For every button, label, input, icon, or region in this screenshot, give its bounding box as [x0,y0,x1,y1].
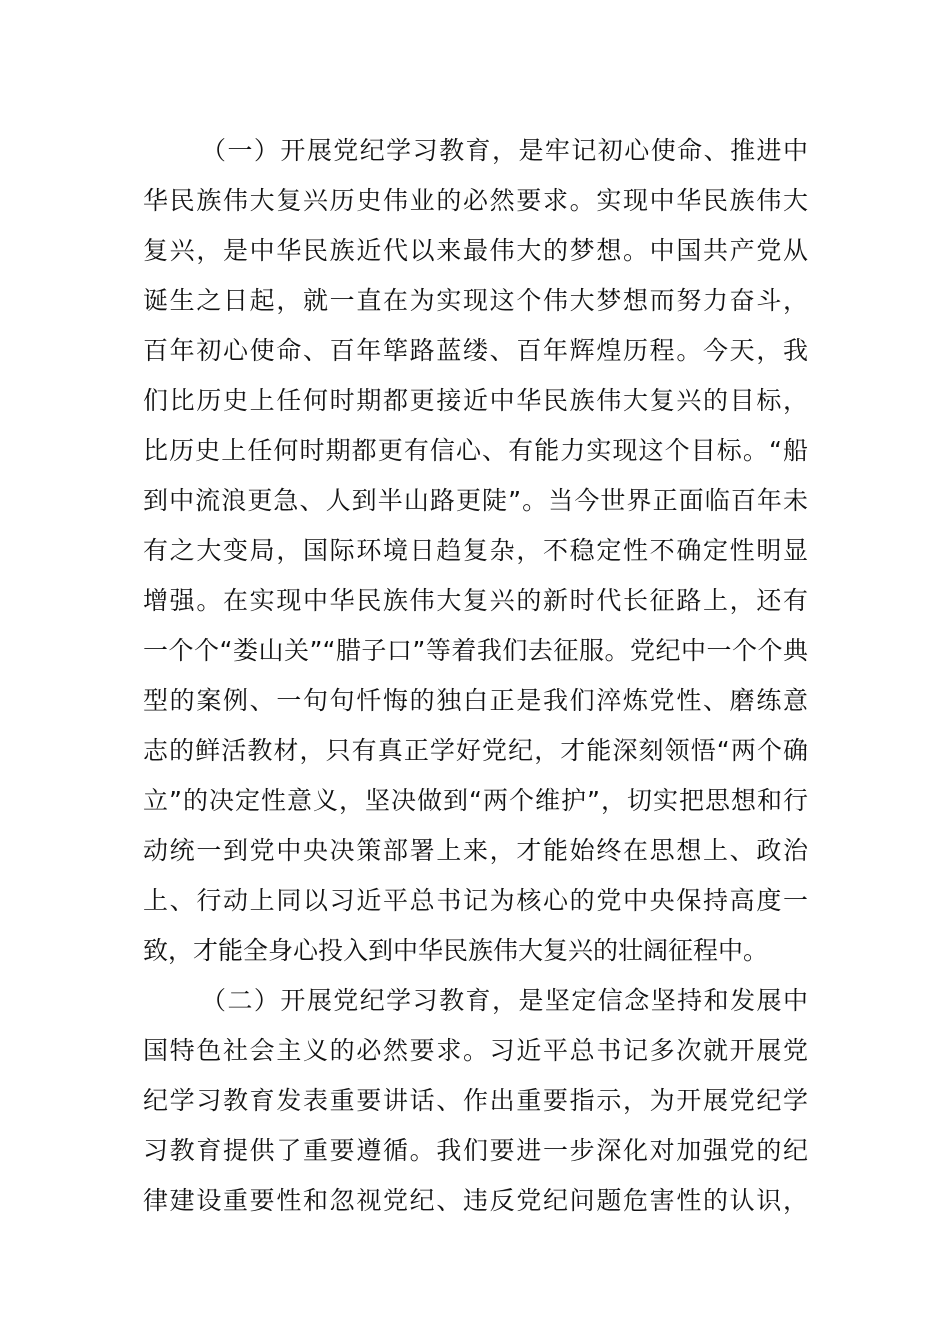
paragraph-line: 到中流浪更急、人到半山路更陡”。当今世界正面临百年未 [143,486,808,515]
paragraph-line: 比历史上任何时期都更有信心、有能力实现这个目标。“船 [143,436,808,465]
paragraph-line: 上、行动上同以习近平总书记为核心的党中央保持高度一 [143,886,808,915]
paragraph-line: （一）开展党纪学习教育，是牢记初心使命、推进中 [201,136,808,165]
paragraph-line: 致，才能全身心投入到中华民族伟大复兴的壮阔征程中。 [143,936,769,965]
paragraph-p2 [143,976,808,1226]
paragraph-line: 诞生之日起，就一直在为实现这个伟大梦想而努力奋斗， [143,286,808,315]
paragraph-line: 动统一到党中央决策部署上来，才能始终在思想上、政治 [143,836,808,865]
paragraph-p1 [143,126,808,976]
paragraph-line: 志的鲜活教材，只有真正学好党纪，才能深刻领悟“两个确 [143,736,808,765]
paragraph-line: 国特色社会主义的必然要求。习近平总书记多次就开展党 [143,1036,808,1065]
document-body [143,126,808,1226]
paragraph-line: 复兴，是中华民族近代以来最伟大的梦想。中国共产党从 [143,236,808,265]
paragraph-line: 立”的决定性意义，坚决做到“两个维护”，切实把思想和行 [143,786,808,815]
paragraph-line: 律建设重要性和忽视党纪、违反党纪问题危害性的认识， [143,1186,808,1215]
paragraph-line: 一个个“娄山关”“腊子口”等着我们去征服。党纪中一个个典 [143,636,808,665]
paragraph-line: 纪学习教育发表重要讲话、作出重要指示，为开展党纪学 [143,1086,808,1115]
paragraph-line: 增强。在实现中华民族伟大复兴的新时代长征路上，还有 [143,586,808,615]
paragraph-line: 百年初心使命、百年筚路蓝缕、百年辉煌历程。今天，我 [143,336,808,365]
paragraph-line: 有之大变局，国际环境日趋复杂，不稳定性不确定性明显 [143,536,808,565]
paragraph-line: 型的案例、一句句忏悔的独白正是我们淬炼党性、磨练意 [143,686,808,715]
paragraph-line: （二）开展党纪学习教育，是坚定信念坚持和发展中 [201,986,808,1015]
paragraph-line: 们比历史上任何时期都更接近中华民族伟大复兴的目标， [143,386,808,415]
paragraph-line: 习教育提供了重要遵循。我们要进一步深化对加强党的纪 [143,1136,808,1165]
paragraph-line: 华民族伟大复兴历史伟业的必然要求。实现中华民族伟大 [143,186,808,215]
